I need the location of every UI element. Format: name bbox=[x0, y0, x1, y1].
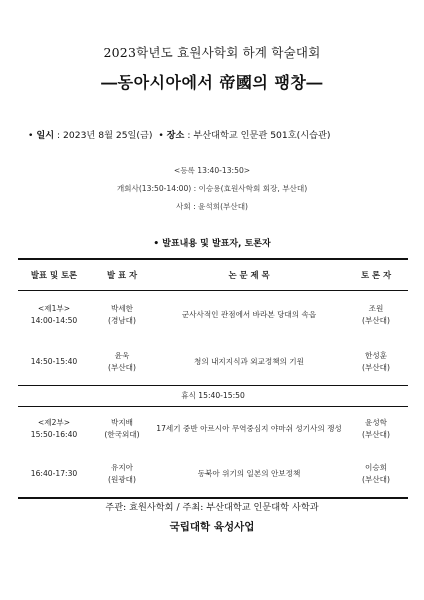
discussant-cell bbox=[344, 451, 408, 498]
discussant-cell bbox=[344, 407, 408, 452]
col-header-paper: 논 문 제 목 bbox=[154, 259, 344, 291]
presenter-cell bbox=[90, 339, 154, 386]
presenter-name: 박지배 bbox=[110, 418, 133, 427]
presenter-name: 유지아 bbox=[110, 463, 133, 472]
presenter-cell bbox=[90, 451, 154, 498]
break-cell: 휴식 15:40-15:50 bbox=[18, 386, 408, 407]
session-time: 14:00-14:50 bbox=[30, 316, 78, 325]
session-cell bbox=[18, 407, 90, 452]
presenter-affiliation: (원광대) bbox=[108, 475, 136, 484]
presenter-cell bbox=[90, 291, 154, 340]
session-label: <제1부> bbox=[37, 304, 71, 313]
discussant-affiliation: (부산대) bbox=[362, 363, 390, 372]
discussant-affiliation: (부산대) bbox=[362, 316, 390, 325]
paper-cell: 군사사적인 관점에서 바라본 당대의 속읍 bbox=[181, 310, 317, 319]
date-value: : 2023년 8월 25일(금) bbox=[57, 130, 153, 141]
discussant-cell bbox=[344, 291, 408, 340]
presenter-cell bbox=[90, 407, 154, 452]
registration-line: <등록 13:40-13:50> bbox=[173, 166, 251, 175]
presenter-affiliation: (한국외대) bbox=[104, 430, 140, 439]
sponsor-line: 국립대학 육성사업 bbox=[169, 521, 255, 533]
section-heading: • 발표내용 및 발표자, 토론자 bbox=[153, 239, 271, 249]
break-row bbox=[18, 386, 408, 407]
discussant-name: 윤성학 bbox=[364, 418, 387, 427]
discussant-cell bbox=[344, 339, 408, 386]
session-cell bbox=[18, 451, 90, 498]
presenter-name: 윤욱 bbox=[114, 351, 130, 360]
opening-remarks-line: 개회사(13:50-14:00) : 이승용(효원사학회 회장, 부산대) bbox=[116, 184, 308, 193]
table-row bbox=[18, 339, 408, 386]
presenter-affiliation: (부산대) bbox=[108, 363, 136, 372]
presenter-affiliation: (경남대) bbox=[108, 316, 136, 325]
discussant-name: 이승희 bbox=[364, 463, 387, 472]
session-cell bbox=[18, 339, 90, 386]
date-label: 일시 bbox=[36, 130, 55, 141]
discussant-affiliation: (부산대) bbox=[362, 475, 390, 484]
paper-cell: 동북아 위기의 일본의 안보정책 bbox=[154, 451, 344, 498]
organizers-line: 주관: 효원사학회 / 주최: 부산대학교 인문대학 사학과 bbox=[105, 502, 319, 513]
event-title: ―동아시아에서 帝國의 팽창― bbox=[101, 73, 323, 92]
place-bullet: • bbox=[155, 130, 167, 141]
place-label: 장소 bbox=[166, 130, 185, 141]
session-time: 14:50-15:40 bbox=[30, 357, 78, 366]
date-bullet: • bbox=[28, 130, 37, 141]
event-subtitle: 2023학년도 효원사학회 하계 학술대회 bbox=[103, 45, 321, 60]
event-info bbox=[28, 127, 330, 141]
paper-cell: 17세기 중반 아르시아 무역중심지 야마쉬 성기사의 쟁성 bbox=[156, 424, 342, 433]
discussant-name: 한성훈 bbox=[364, 351, 387, 360]
table-row bbox=[18, 407, 408, 452]
table-row bbox=[18, 451, 408, 498]
session-time: 15:50-16:40 bbox=[30, 430, 78, 439]
session-time: 16:40-17:30 bbox=[30, 469, 78, 478]
table-header-row bbox=[18, 259, 408, 291]
session-label: <제2부> bbox=[37, 418, 71, 427]
col-header-discussant: 토 론 자 bbox=[344, 259, 408, 291]
place-value: : 부산대학교 인문관 501호(시습관) bbox=[187, 130, 331, 141]
col-header-session: 발표 및 토론 bbox=[18, 259, 90, 291]
presenter-name: 박세한 bbox=[110, 304, 133, 313]
table-row bbox=[18, 291, 408, 340]
session-cell bbox=[18, 291, 90, 340]
col-header-presenter: 발 표 자 bbox=[90, 259, 154, 291]
schedule-table bbox=[18, 258, 408, 499]
paper-cell: 청의 내지지식과 외교정책의 기원 bbox=[154, 339, 344, 386]
discussant-affiliation: (부산대) bbox=[362, 430, 390, 439]
discussant-name: 조원 bbox=[368, 304, 384, 313]
chair-line: 사회 : 윤석희(부산대) bbox=[176, 202, 248, 211]
